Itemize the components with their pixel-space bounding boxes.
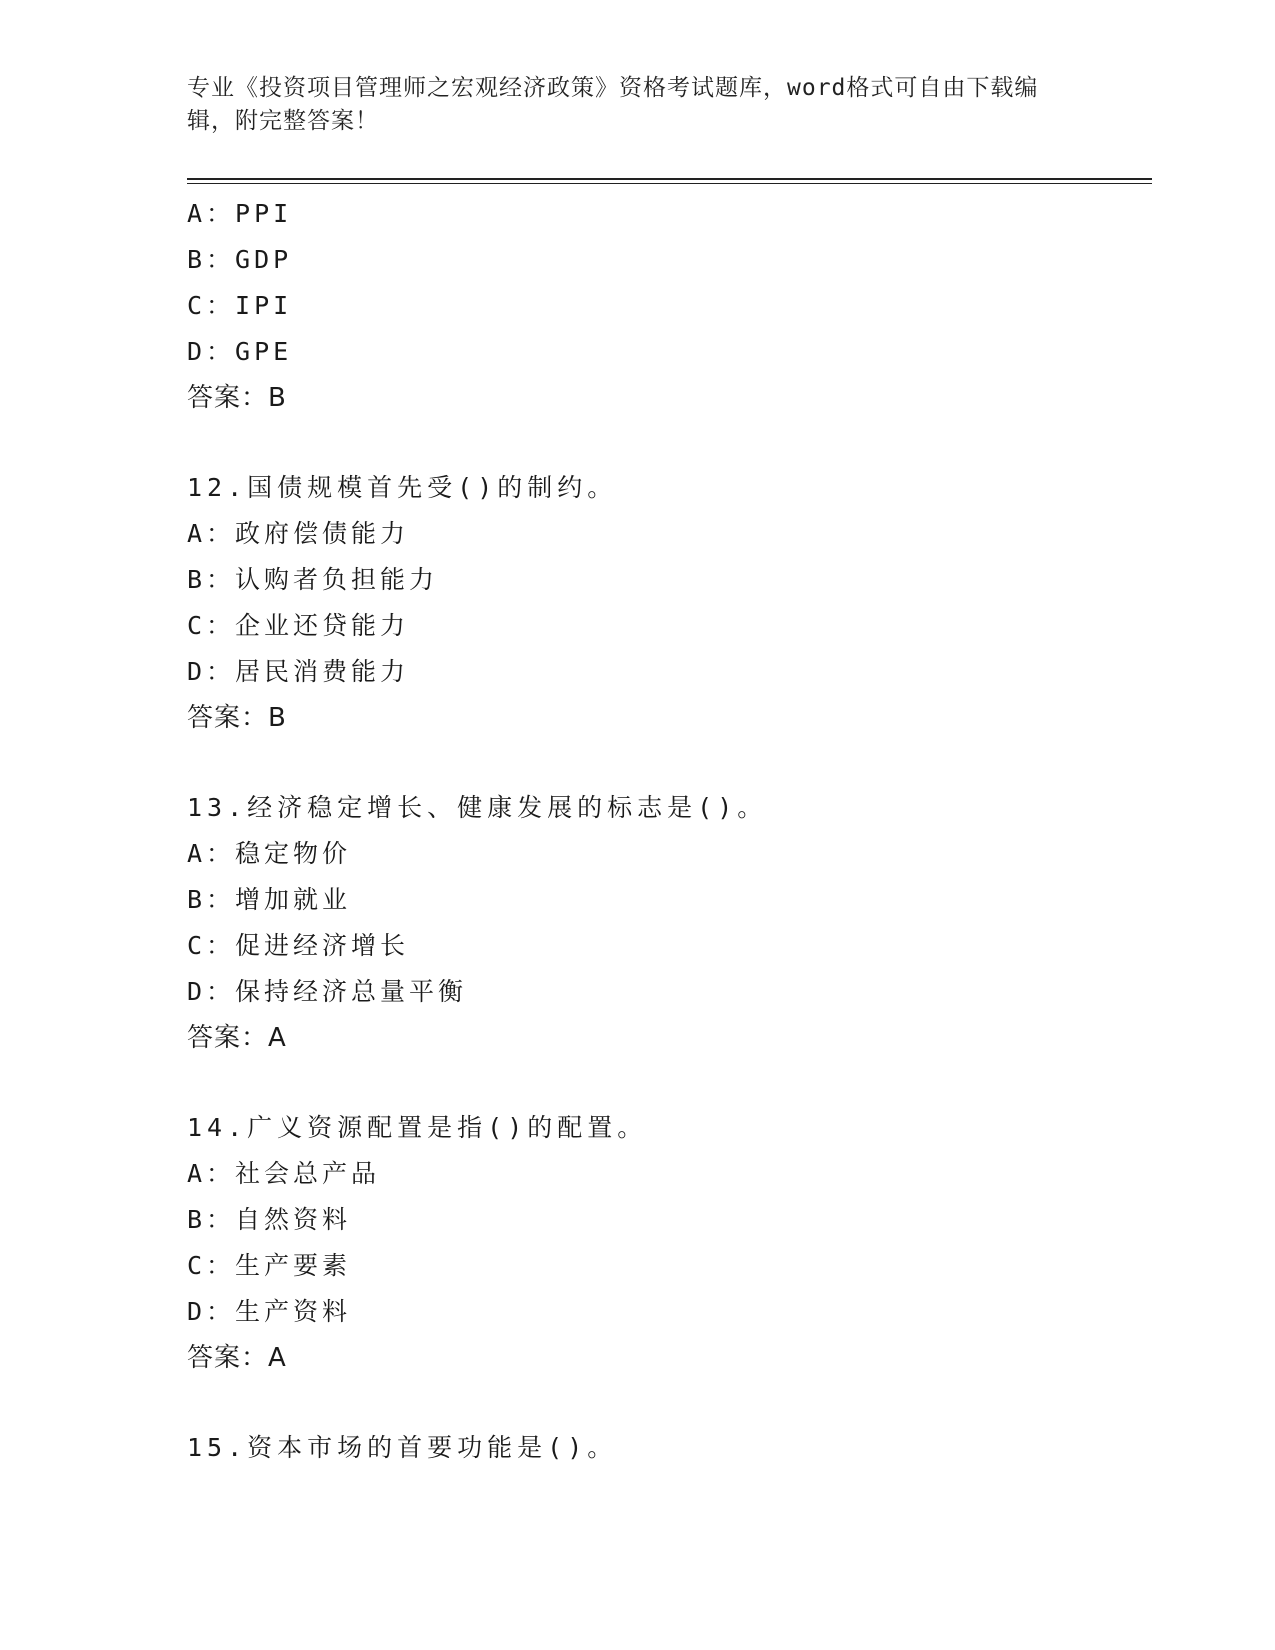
option-b: B：认购者负担能力 — [187, 565, 439, 594]
option-b: B：自然资料 — [187, 1205, 352, 1234]
option-d: D：GPE — [187, 337, 293, 366]
question-list — [187, 191, 1147, 1471]
option-c: C：企业还贷能力 — [187, 611, 410, 640]
option-c: C：生产要素 — [187, 1251, 352, 1280]
question-text: 13.经济稳定增长、健康发展的标志是()。 — [187, 793, 768, 822]
question-block-14 — [187, 1105, 1147, 1381]
answer: 答案：A — [187, 1023, 287, 1053]
option-a: A：稳定物价 — [187, 839, 352, 868]
option-a: A：政府偿债能力 — [187, 519, 410, 548]
answer: 答案：B — [187, 703, 287, 733]
option-a: A：PPI — [187, 199, 293, 228]
question-block-11 — [187, 191, 1147, 421]
option-c: C：IPI — [187, 291, 293, 320]
question-block-13 — [187, 785, 1147, 1061]
option-d: D：保持经济总量平衡 — [187, 977, 468, 1006]
answer: 答案：B — [187, 383, 287, 413]
question-block-12 — [187, 465, 1147, 741]
question-block-15 — [187, 1425, 1147, 1471]
question-text: 12.国债规模首先受()的制约。 — [187, 473, 618, 502]
answer: 答案：A — [187, 1343, 287, 1373]
option-a: A：社会总产品 — [187, 1159, 381, 1188]
option-d: D：生产资料 — [187, 1297, 352, 1326]
document-header: 专业《投资项目管理师之宏观经济政策》资格考试题库，word格式可自由下载编辑，附完整答案！ — [187, 75, 1039, 134]
option-b: B：增加就业 — [187, 885, 352, 914]
option-c: C：促进经济增长 — [187, 931, 410, 960]
option-b: B：GDP — [187, 245, 293, 274]
question-text: 14.广义资源配置是指()的配置。 — [187, 1113, 648, 1142]
header-divider-thin — [187, 183, 1152, 184]
question-text: 15.资本市场的首要功能是()。 — [187, 1433, 618, 1462]
header-divider-thick — [187, 178, 1152, 180]
option-d: D：居民消费能力 — [187, 657, 410, 686]
